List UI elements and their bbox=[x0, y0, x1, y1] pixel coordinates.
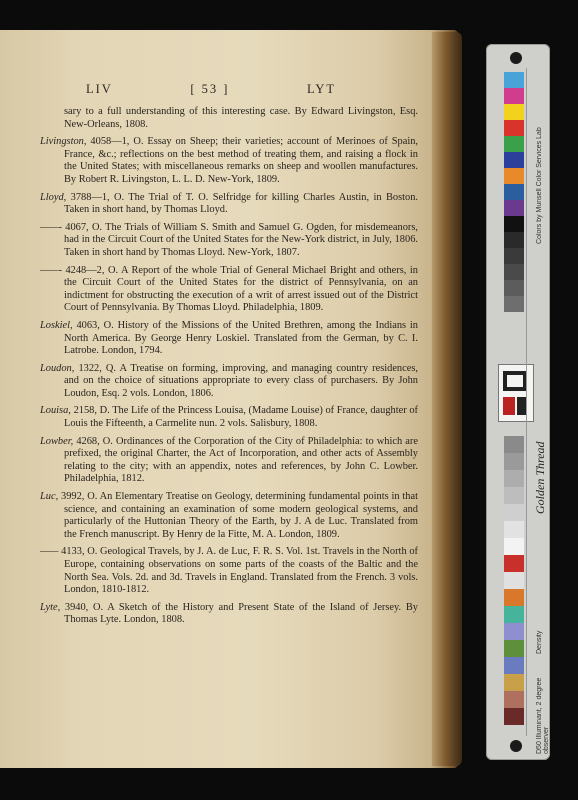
color-swatch bbox=[504, 152, 524, 168]
checker-density-label: Density bbox=[536, 630, 543, 654]
catalog-entry: —— 4133, O. Geological Travels, by J. A. de Luc, F. R. S. Vol. 1st. Travels in the North of Europe, containing observations on some parts of the coasts of the Baltic and the North Sea. Vols. 2d. and 3d. Travels in England. Translated from the French. 3 vols. London, 1810-1812. bbox=[40, 546, 418, 596]
catalog-text bbox=[40, 106, 418, 632]
color-swatch bbox=[504, 555, 524, 572]
checker-side-text-top: Colors by Munsell Color Services Lab bbox=[536, 127, 543, 244]
color-swatch bbox=[504, 538, 524, 555]
catalog-entry: Lowber, 4268, O. Ordinances of the Corporation of the City of Philadelphia: to which are prefixed, the original Charter, the Act of Incorporation, and other acts of Assembly relating to the city; with an appendix, notes and references, by John C. Lowber. Philadelphia, 1812. bbox=[40, 435, 418, 485]
book-spine bbox=[432, 32, 462, 766]
catalog-entry: sary to a full understanding of this interesting case. By Edward Livingston, Esq. New-Orleans, 1808. bbox=[64, 106, 418, 130]
color-swatch bbox=[504, 436, 524, 453]
color-swatch bbox=[504, 453, 524, 470]
color-swatch bbox=[504, 606, 524, 623]
color-swatch bbox=[504, 470, 524, 487]
checker-side-text-bottom: D50 Illuminant, 2 degree observer bbox=[536, 677, 550, 754]
header-left: LIV bbox=[86, 82, 113, 96]
catalog-entry: ——- 4067, O. The Trials of William S. Smith and Samuel G. Ogden, for misdemeanors, had in the Circuit Court of the United States for the New-York district, in July, 1806. Taken in short hand by Thomas Lloyd. New-York, 1807. bbox=[40, 221, 418, 258]
color-swatch bbox=[504, 487, 524, 504]
gray-swatch-strip bbox=[504, 436, 524, 725]
punch-hole-icon bbox=[510, 52, 522, 64]
catalog-entry: ——- 4248—2, O. A Report of the whole Trial of General Michael Bright and others, in the Circuit Court of the United States for the district of Pennsylvania, on an indictment for obstructing the execution of a writ of arrest issued out of the District Court of Pennsylvania. By Thomas Lloyd. Philadelphia, 1809. bbox=[40, 264, 418, 314]
color-swatch bbox=[504, 168, 524, 184]
color-swatch bbox=[504, 232, 524, 248]
color-swatch bbox=[504, 296, 524, 312]
color-swatch bbox=[504, 572, 524, 589]
color-swatch bbox=[504, 200, 524, 216]
color-swatch bbox=[504, 184, 524, 200]
color-swatch-strip bbox=[504, 72, 524, 312]
color-checker-target bbox=[486, 44, 550, 760]
punch-hole-icon bbox=[510, 740, 522, 752]
checker-brand: Golden Thread bbox=[533, 441, 547, 514]
color-swatch bbox=[504, 248, 524, 264]
color-swatch bbox=[504, 104, 524, 120]
color-swatch bbox=[504, 623, 524, 640]
color-swatch bbox=[504, 589, 524, 606]
catalog-entry: Loskiel, 4063, O. History of the Missions of the United Brethren, among the Indians in North America. By George Henry Loskiel. Translated from the German, by C. I. Latrobe. London, 1794. bbox=[40, 319, 418, 357]
page-number: [ 53 ] bbox=[190, 82, 230, 96]
catalog-entry: Lloyd, 3788—1, O. The Trial of T. O. Selfridge for killing Charles Austin, in Boston. Taken in short hand, by Thomas Lloyd. bbox=[40, 191, 418, 216]
color-swatch bbox=[504, 264, 524, 280]
color-swatch bbox=[504, 120, 524, 136]
catalog-entry: Lyte, 3940, O. A Sketch of the History and Present State of the Island of Jersey. By Thomas Lyte. London, 1808. bbox=[40, 601, 418, 626]
color-swatch bbox=[504, 504, 524, 521]
color-swatch bbox=[504, 136, 524, 152]
catalog-entry: Louisa, 2158, D. The Life of the Princess Louisa, (Madame Louise) of France, daughter of Louis the Fifteenth, a Carmelite nun. 2 vols. Salisbury, 1808. bbox=[40, 405, 418, 430]
color-swatch bbox=[504, 708, 524, 725]
color-swatch bbox=[504, 691, 524, 708]
color-swatch bbox=[504, 216, 524, 232]
color-swatch bbox=[504, 657, 524, 674]
color-swatch bbox=[504, 280, 524, 296]
catalog-entry: Loudon, 1322, Q. A Treatise on forming, improving, and managing country residences, and on the choice of situations appropriate to every class of purchasers. By John Loudon, Esq. 2 vols. London, 1806. bbox=[40, 362, 418, 399]
header-right: LYT bbox=[306, 82, 336, 96]
color-swatch bbox=[504, 640, 524, 657]
color-swatch bbox=[504, 674, 524, 691]
color-swatch bbox=[504, 521, 524, 538]
color-swatch bbox=[504, 72, 524, 88]
catalog-entry: Livingston, 4058—1, O. Essay on Sheep; their varieties; account of Merinoes of Spain, France, &c.; reflections on the best method of treating them, and raising a flock in the United States; with miscellaneous remarks on sheep and woollen manufactures. By Robert R. Livingston, L. L. D. New-York, 1809. bbox=[40, 136, 418, 185]
catalog-entry: Luc, 3992, O. An Elementary Treatise on Geology, determining fundamental points in that science, and containing an examination of some modern geological systems, and particularly of the Huttonian Theory of the Earth, by J. A de Luc. Translated from the French manuscript. By Henry de la Fitte, M. A. London, 1809. bbox=[40, 491, 418, 540]
running-header bbox=[86, 82, 336, 97]
color-swatch bbox=[504, 88, 524, 104]
